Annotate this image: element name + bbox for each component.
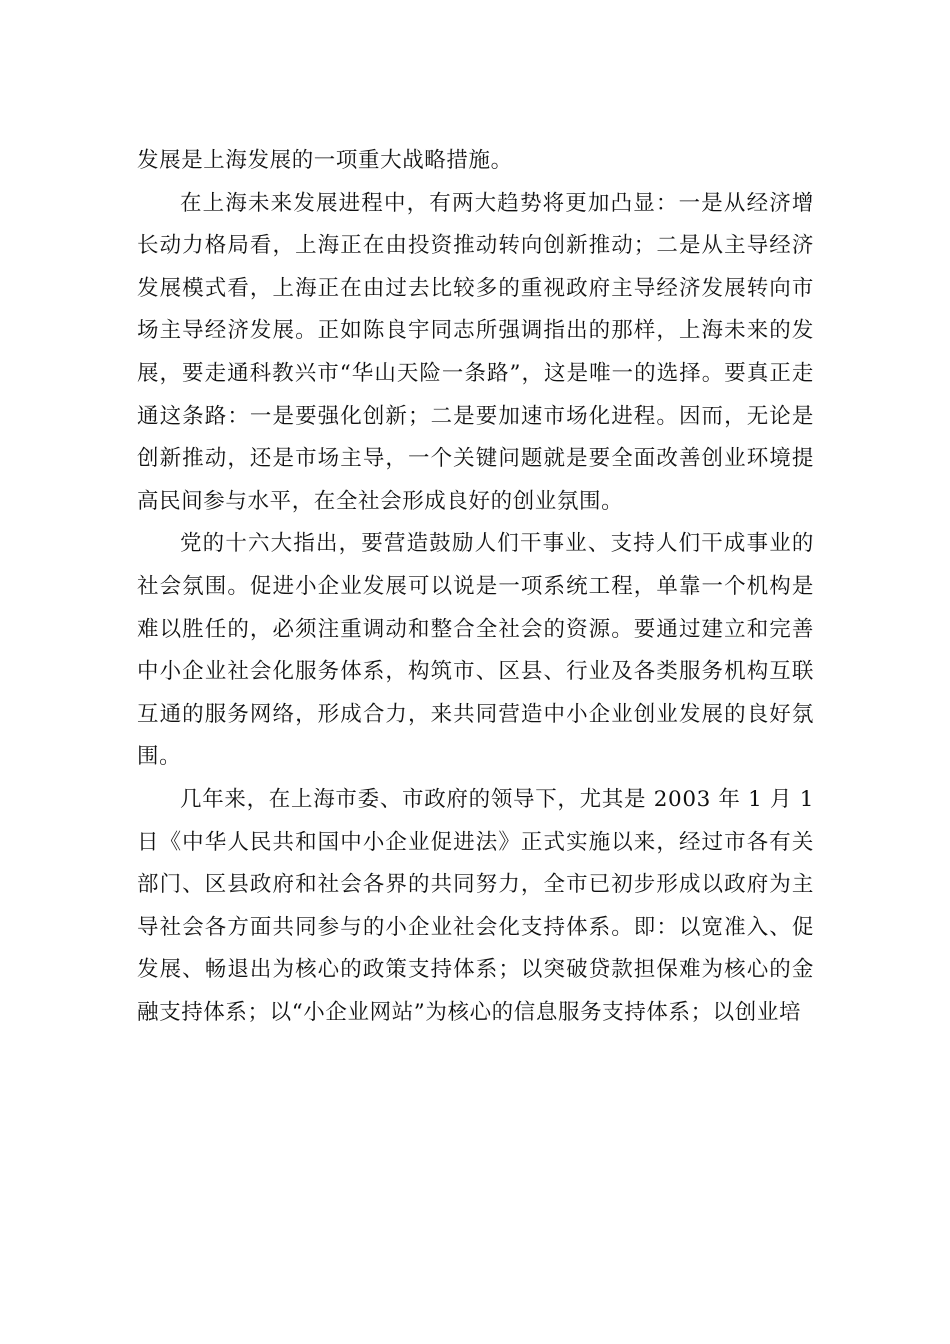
- paragraph-4: 几年来，在上海市委、市政府的领导下，尤其是 2003 年 1 月 1 日《中华人民共和国中小企业促进法》正式实施以来，经过市各有关部门、区县政府和社会各界的共同努力，全市已初步形成以政府为主导社会各方面共同参与的小企业社会化支持体系。即：以宽准入、促发展、畅退出为核心的政策支持体系；以突破贷款担保难为核心的金融支持体系；以“小企业网站”为核心的信息服务支持体系；以创业培: [137, 786, 814, 1025]
- paragraph-1: 发展是上海发展的一项重大战略措施。: [137, 148, 513, 173]
- paragraph-3: 党的十六大指出，要营造鼓励人们干事业、支持人们干成事业的社会氛围。促进小企业发展可以说是一项系统工程，单靠一个机构是难以胜任的，必须注重调动和整合全社会的资源。要通过建立和完善中小企业社会化服务体系，构筑市、区县、行业及各类服务机构互联互通的服务网络，形成合力，来共同营造中小企业创业发展的良好氛围。: [137, 531, 814, 770]
- document-body: [137, 140, 814, 1034]
- paragraph-2: 在上海未来发展进程中，有两大趋势将更加凸显：一是从经济增长动力格局看，上海正在由投资推动转向创新推动；二是从主导经济发展模式看，上海正在由过去比较多的重视政府主导经济发展转向市场主导经济发展。正如陈良宇同志所强调指出的那样，上海未来的发展，要走通科教兴市“华山天险一条路”，这是唯一的选择。要真正走通这条路：一是要强化创新；二是要加速市场化进程。因而，无论是创新推动，还是市场主导，一个关键问题就是要全面改善创业环境提高民间参与水平，在全社会形成良好的创业氛围。: [137, 190, 814, 514]
